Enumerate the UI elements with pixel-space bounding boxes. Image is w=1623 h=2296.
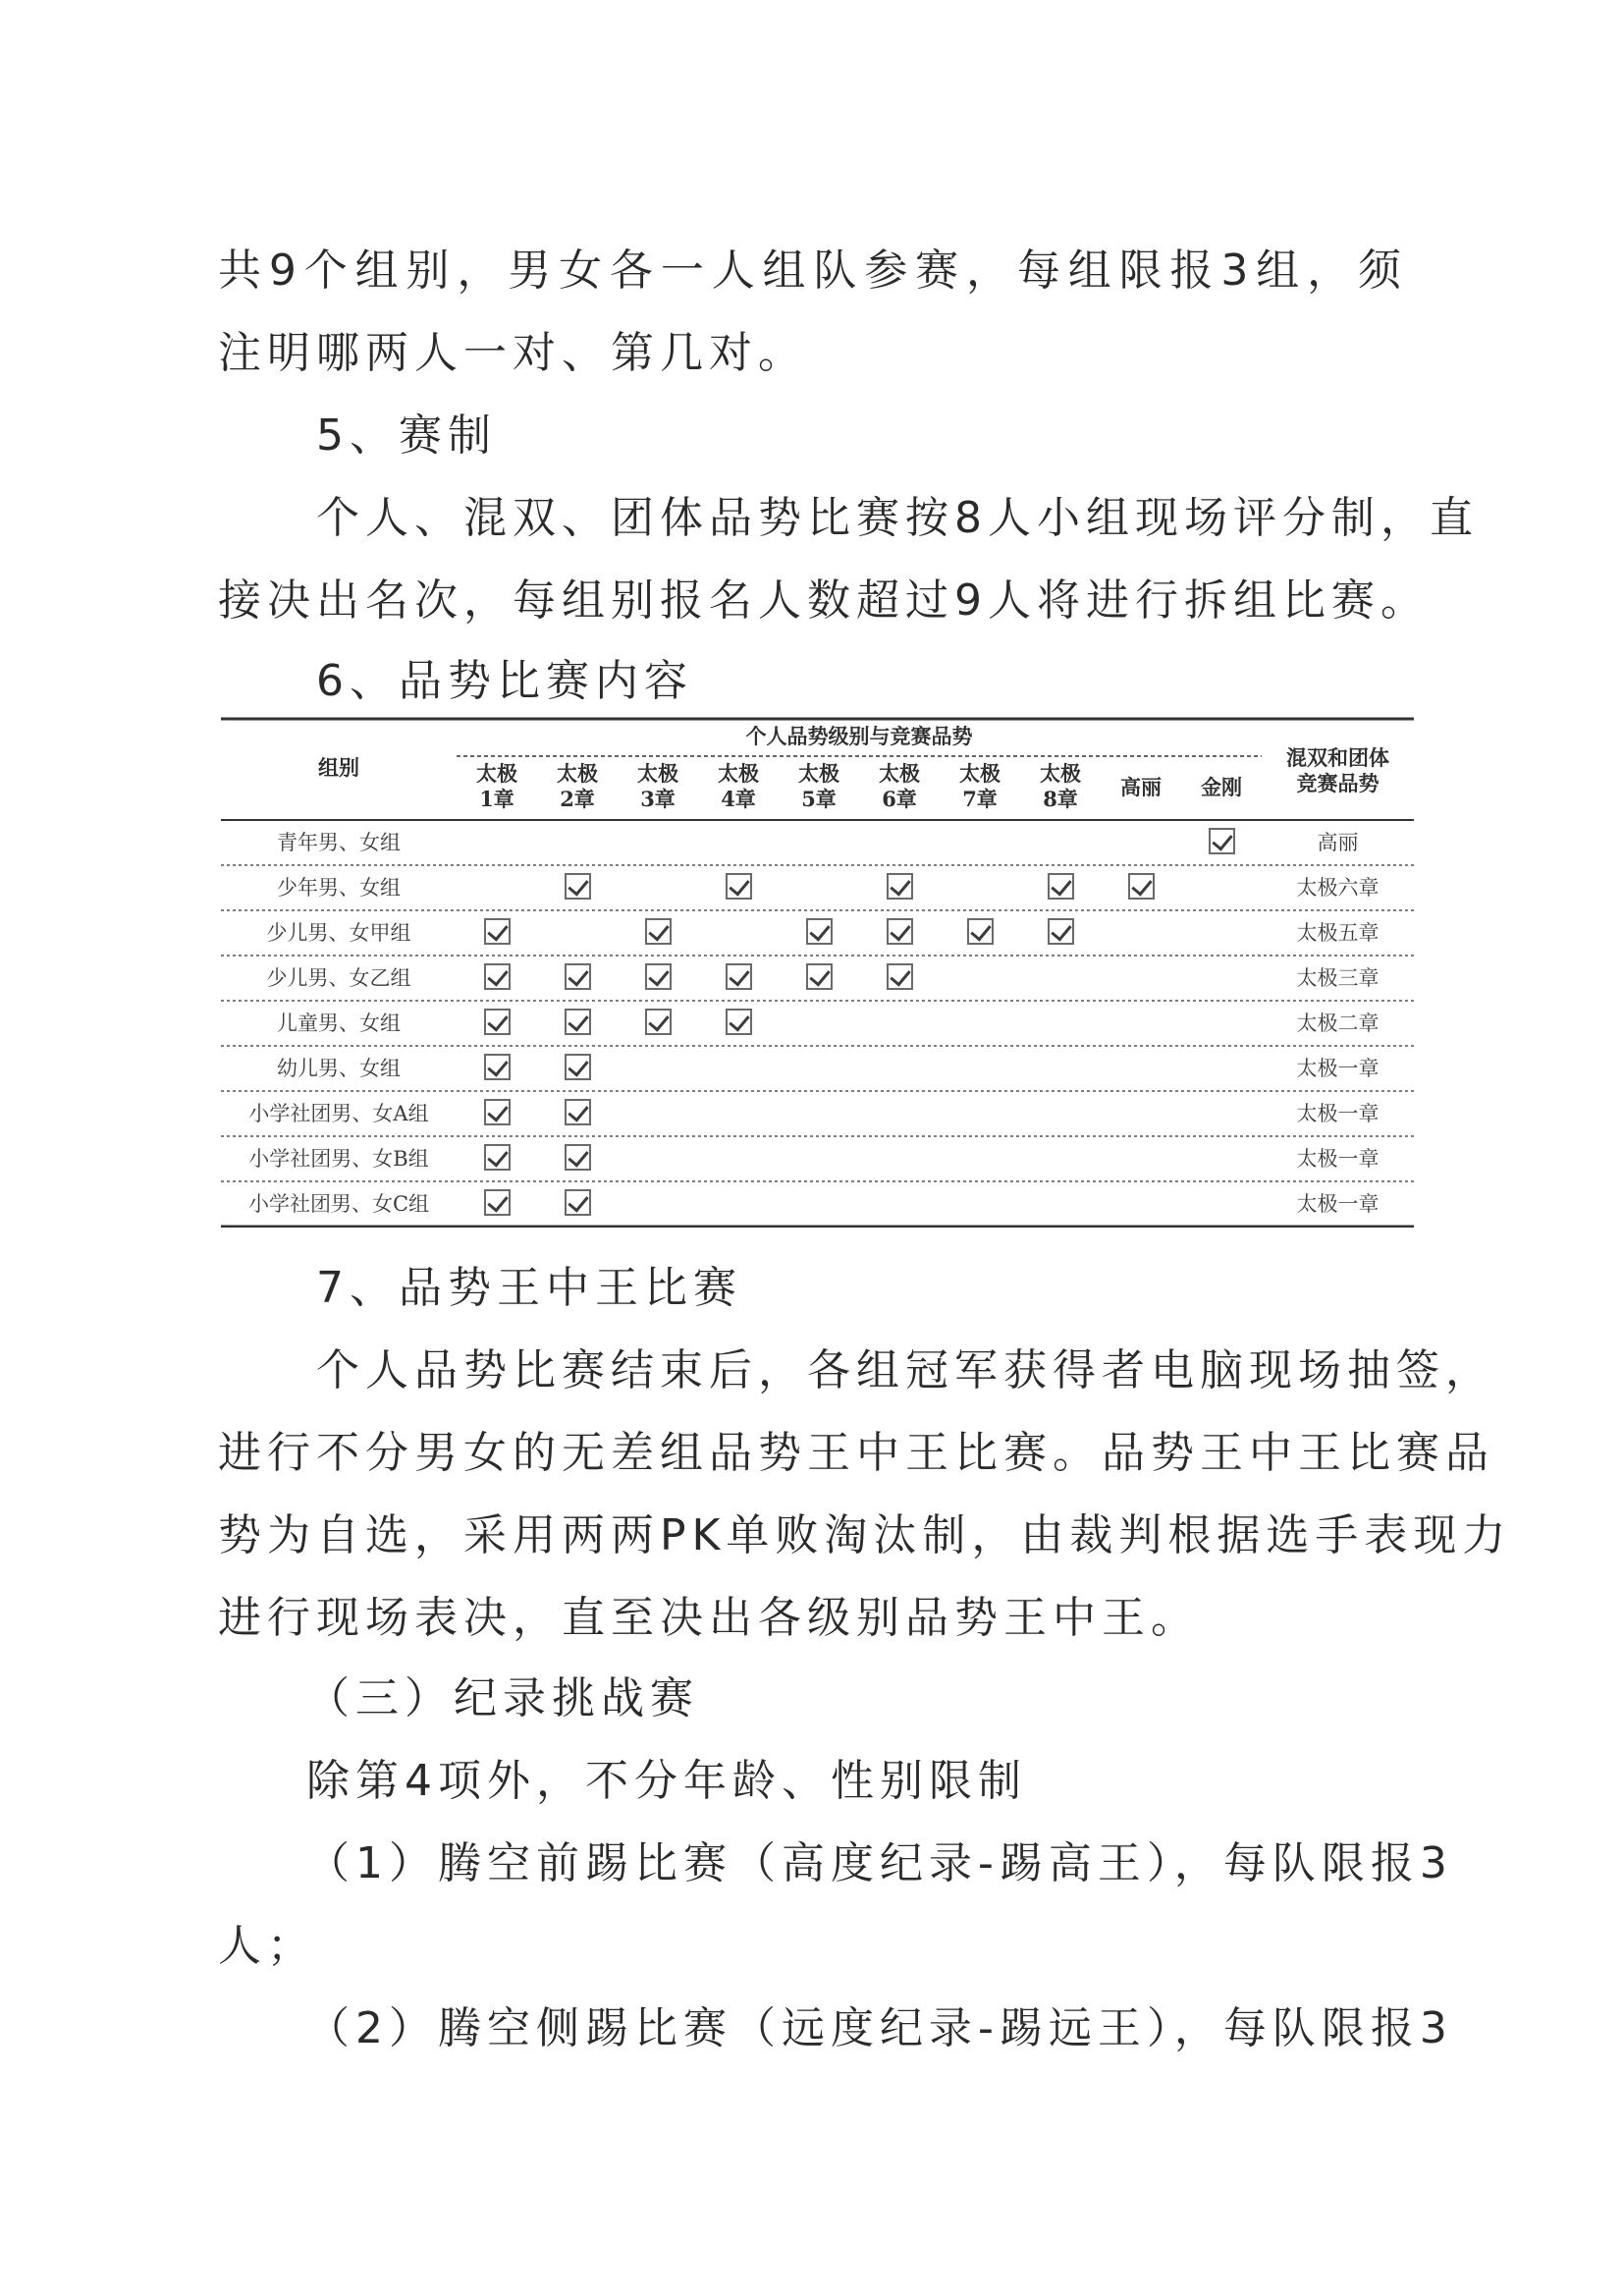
paragraph-line: 个人品势比赛结束后，各组冠军获得者电脑现场抽签， [316,1345,1494,1395]
checkbox-checked-icon [726,1009,752,1035]
column-header-level: 8章 [1043,787,1078,811]
checkbox-checked-icon [565,1054,591,1080]
checkbox-checked-icon [806,918,833,945]
checkbox-checked-icon [484,1054,511,1080]
table-row-mixed-poomsae: 太极一章 [1296,1147,1380,1171]
table-row-group-name: 少儿男、女甲组 [266,921,411,945]
group-column-header: 组别 [318,755,359,780]
paragraph-line: 接决出名次，每组别报名人数超过9人将进行拆组比赛。 [218,575,1430,626]
column-header-level: 1章 [479,787,514,811]
poomsae-content-table [221,717,1414,1228]
table-row-group-name: 小学社团男、女C组 [247,1192,430,1216]
table-row-mixed-poomsae: 太极一章 [1296,1057,1380,1080]
checkbox-checked-icon [484,1144,511,1171]
column-header-level: 太极 [718,761,759,786]
column-header-level: 太极 [637,761,678,786]
column-header-level: 7章 [962,787,998,811]
checkbox-checked-icon [887,873,913,900]
checkbox-checked-icon [565,1009,591,1035]
paragraph-line: 除第4项外，不分年龄、性别限制 [306,1756,1027,1806]
column-header-level: 6章 [882,787,917,811]
column-header-level: 5章 [801,787,837,811]
table-row-mixed-poomsae: 太极二章 [1296,1011,1380,1035]
column-header-level: 金刚 [1201,775,1242,799]
checkbox-checked-icon [565,873,591,900]
checkbox-checked-icon [1048,918,1074,945]
checkbox-checked-icon [1128,873,1155,900]
checkbox-checked-icon [645,1009,672,1035]
column-header-level: 太极 [476,761,517,786]
checkbox-checked-icon [726,963,752,990]
table-row-mixed-poomsae: 高丽 [1317,831,1359,854]
checkbox-checked-icon [1048,873,1074,900]
checkbox-checked-icon [806,963,833,990]
individual-poomsae-header: 个人品势级别与竞赛品势 [745,724,973,748]
paragraph-line: 共9个组别，男女各一人组队参赛，每组限报3组，须 [218,246,1407,296]
mixed-team-header: 竞赛品势 [1296,771,1380,795]
checkbox-checked-icon [484,918,511,945]
table-row-group-name: 儿童男、女组 [277,1011,401,1035]
checkbox-checked-icon [887,963,913,990]
paragraph-line: 进行现场表决，直至决出各级别品势王中王。 [218,1593,1200,1643]
section-heading-record: （三）纪录挑战赛 [306,1673,699,1723]
section-heading-5: 5、赛制 [316,410,497,461]
table-row-group-name: 少儿男、女乙组 [266,966,411,990]
list-item: （1）腾空前踢比赛（高度纪录-踢高王），每队限报3 [306,1838,1453,1888]
section-heading-7: 7、品势王中王比赛 [316,1263,742,1313]
column-header-level: 高丽 [1120,775,1162,799]
table-row-mixed-poomsae: 太极六章 [1296,876,1380,900]
list-item: （2）腾空侧踢比赛（远度纪录-踢远王），每队限报3 [306,2003,1453,2053]
column-header-level: 太极 [879,761,920,786]
table-row-mixed-poomsae: 太极一章 [1296,1192,1380,1216]
column-header-level: 太极 [1040,761,1081,786]
checkbox-checked-icon [726,873,752,900]
checkbox-checked-icon [645,918,672,945]
checkbox-checked-icon [887,918,913,945]
list-item-continuation: 人； [218,1921,316,1971]
paragraph-line: 注明哪两人一对、第几对。 [218,328,807,378]
column-header-level: 2章 [560,787,595,811]
table-row-group-name: 小学社团男、女A组 [248,1102,429,1125]
table-row-group-name: 小学社团男、女B组 [248,1147,429,1171]
paragraph-line: 个人、混双、团体品势比赛按8人小组现场评分制，直 [316,493,1479,543]
paragraph-line: 势为自选，采用两两PK单败淘汰制，由裁判根据选手表现力 [218,1510,1512,1560]
column-header-level: 太极 [959,761,1001,786]
checkbox-checked-icon [565,1099,591,1125]
checkbox-checked-icon [484,963,511,990]
column-header-level: 3章 [640,787,676,811]
checkbox-checked-icon [565,1189,591,1216]
checkbox-checked-icon [645,963,672,990]
checkbox-checked-icon [967,918,994,945]
column-header-level: 4章 [721,787,756,811]
checkbox-checked-icon [484,1099,511,1125]
checkbox-checked-icon [1209,828,1235,854]
table-row-mixed-poomsae: 太极一章 [1296,1102,1380,1125]
checkbox-checked-icon [484,1189,511,1216]
checkbox-checked-icon [565,1144,591,1171]
mixed-team-header: 混双和团体 [1286,745,1389,770]
column-header-level: 太极 [557,761,598,786]
checkbox-checked-icon [484,1009,511,1035]
paragraph-line: 进行不分男女的无差组品势王中王比赛。品势王中王比赛品 [218,1428,1494,1478]
column-header-level: 太极 [798,761,839,786]
checkbox-checked-icon [565,963,591,990]
table-row-group-name: 幼儿男、女组 [277,1057,401,1080]
table-row-mixed-poomsae: 太极五章 [1296,921,1380,945]
table-row-group-name: 少年男、女组 [277,876,401,900]
table-row-mixed-poomsae: 太极三章 [1296,966,1380,990]
section-heading-6: 6、品势比赛内容 [316,656,693,706]
table-row-group-name: 青年男、女组 [277,831,401,854]
